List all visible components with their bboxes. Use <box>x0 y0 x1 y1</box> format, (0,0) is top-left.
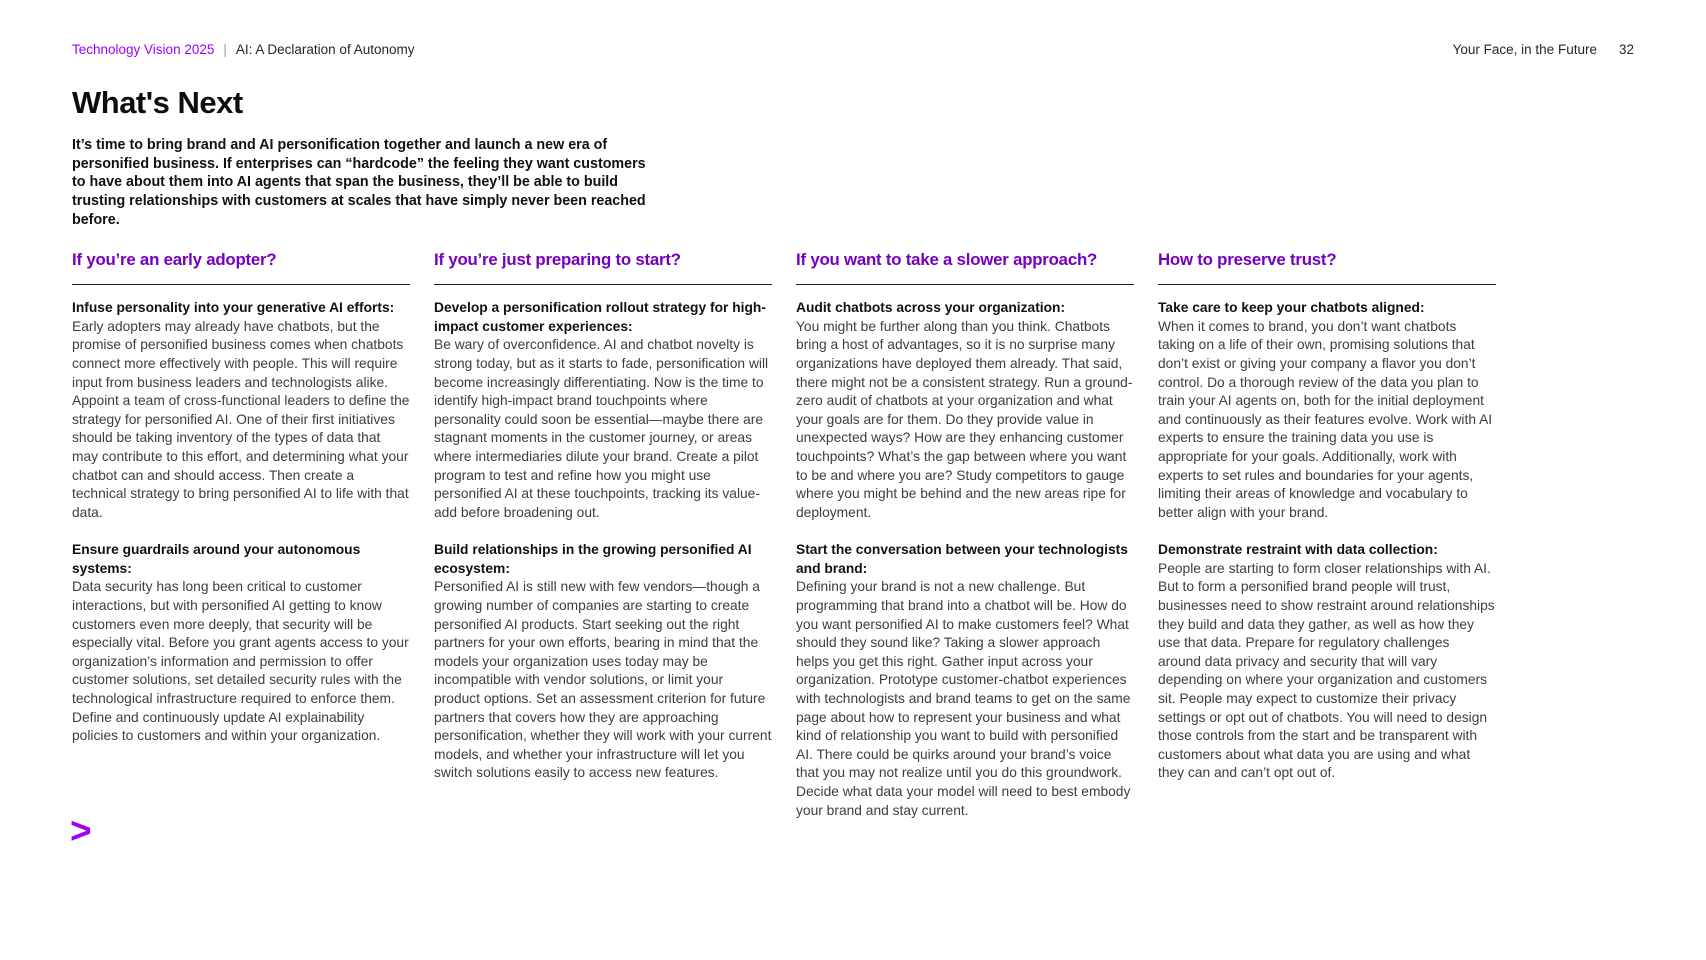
column-content <box>434 285 772 783</box>
intro-paragraph: It’s time to bring brand and AI personification together and launch a new era of personified business. If enterprises can “hardcode” the feeling they want customers to have about them into AI agents that span the business, they’ll be able to build trusting relationships with customers at scales that have simply never been reached before. <box>72 137 646 228</box>
column-heading: How to preserve trust? <box>1158 250 1496 285</box>
advice-body: Defining your brand is not a new challenge. But programming that brand into a chatbot will be. How do you want personified AI to make customers feel? What should they sound like? Taking a slower approach helps you get this right. Gather input across your organization. Prototype customer-chatbot experiences with technologists and brand teams to get on the same page about how to represent your business and what kind of relationship you want to build with personified AI. There could be quirks around your brand’s voice that you may not realize until you do this groundwork. Decide what data your model will need to best embody your brand and stay current. <box>796 579 1131 818</box>
advice-block <box>72 299 410 522</box>
advice-lead: Infuse personality into your generative AI efforts: <box>72 300 395 316</box>
advice-block <box>1158 299 1496 522</box>
advice-body: Personified AI is still new with few vendors—though a growing number of companies are starting to create personified AI products. Start seeking out the right partners for your own efforts, bearing in mind that the models your organization uses today may be incompatible with vendor solutions, or limit your product options. Set an assessment criterion for future partners that covers how they are approaching personification, whether they will work with your current models, and whether your infrastructure will let you switch solutions easily to access new features. <box>434 579 772 781</box>
column-content <box>1158 285 1496 783</box>
header-right <box>1453 42 1634 58</box>
accenture-logo-icon: > <box>70 810 90 851</box>
advice-lead: Demonstrate restraint with data collection: <box>1158 542 1438 558</box>
page-header <box>72 42 1634 58</box>
advice-block <box>434 299 772 522</box>
page-title: What's Next <box>72 85 243 121</box>
page-number: 32 <box>1618 42 1634 57</box>
column-preserve-trust <box>1158 250 1496 839</box>
advice-body: Data security has long been critical to customer interactions, but with personified AI getting to know customers even more deeply, that security will be especially vital. Before you grant agents access to your organization’s information and permission to offer customer solutions, set detailed security rules with the technological infrastructure required to enforce them. Define and continuously update AI explainability policies to customers and within your organization. <box>72 579 409 744</box>
advice-body: You might be further along than you think. Chatbots bring a host of advantages, so it is no surprise many organizations have deployed them already. That said, there might not be a consistent strategy. Run a ground-zero audit of chatbots at your organization and what your goals are for them. Do they provide value in unexpected ways? How are they enhancing customer touchpoints? What’s the gap between where you want to be and where you are? Study competitors to gauge where you might be behind and the new areas ripe for deployment. <box>796 318 1133 520</box>
advice-block <box>796 541 1134 820</box>
advice-body: People are starting to form closer relationships with AI. But to form a personified brand people will trust, businesses need to show restraint around relationships they build and data they gather, as well as how they use that data. Prepare for regulatory challenges around data privacy and security that will vary depending on where your organization and customers sit. People may expect to customize their privacy settings or opt out of chatbots. You will need to design those controls from the start and be transparent with customers about what data you are using and what they can and can’t opt out of. <box>1158 560 1495 781</box>
column-slower-approach <box>796 250 1134 839</box>
column-heading: If you want to take a slower approach? <box>796 250 1134 285</box>
column-content <box>72 285 410 746</box>
advice-columns <box>72 250 1634 839</box>
advice-lead: Take care to keep your chatbots aligned: <box>1158 300 1425 316</box>
column-early-adopter <box>72 250 410 839</box>
column-heading: If you’re an early adopter? <box>72 250 410 285</box>
column-preparing-to-start <box>434 250 772 839</box>
advice-block <box>796 299 1134 522</box>
chapter-title: Your Face, in the Future <box>1452 42 1597 57</box>
column-content <box>796 285 1134 820</box>
advice-lead: Start the conversation between your technologists and brand: <box>796 542 1128 576</box>
advice-lead: Develop a personification rollout strategy for high-impact customer experiences: <box>434 300 766 334</box>
advice-lead: Audit chatbots across your organization: <box>796 300 1066 316</box>
advice-block <box>72 541 410 746</box>
advice-body: When it comes to brand, you don’t want chatbots taking on a life of their own, promising solutions that don’t exist or giving your company a flavor you don’t control. Do a thorough review of the data you plan to train your AI agents on, both for the initial deployment and continuously as their features evolve. Work with AI experts to ensure the training data you use is appropriate for your goals. Additionally, work with experts to set rules and boundaries for your agents, limiting their areas of knowledge and vocabulary to better align with your brand. <box>1158 318 1493 520</box>
brand-title: Technology Vision 2025 <box>72 42 215 57</box>
report-title: AI: A Declaration of Autonomy <box>235 42 415 57</box>
advice-lead: Ensure guardrails around your autonomous systems: <box>72 542 361 576</box>
header-separator: | <box>223 42 227 57</box>
advice-block <box>434 541 772 783</box>
advice-body: Early adopters may already have chatbots, but the promise of personified business comes when chatbots connect more effectively with people. This will require input from business leaders and technologists alike. Appoint a team of cross-functional leaders to define the strategy for personified AI. One of their first initiatives should be taking inventory of the types of data that may contribute to this effort, and determining what your chatbot can and should access. Then create a technical strategy to bring personified AI to life with that data. <box>72 318 410 520</box>
advice-body: Be wary of overconfidence. AI and chatbot novelty is strong today, but as it starts to fade, personification will become increasingly differentiating. Now is the time to identify high-impact brand touchpoints where personality could soon be essential—maybe there are stagnant moments in the customer journey, or areas where intermediaries dilute your brand. Create a pilot program to test and refine how you might use personified AI at these touchpoints, tracking its value-add before broadening out. <box>434 337 769 520</box>
column-heading: If you’re just preparing to start? <box>434 250 772 285</box>
advice-block <box>1158 541 1496 783</box>
advice-lead: Build relationships in the growing personified AI ecosystem: <box>434 542 752 576</box>
header-left <box>72 42 414 58</box>
